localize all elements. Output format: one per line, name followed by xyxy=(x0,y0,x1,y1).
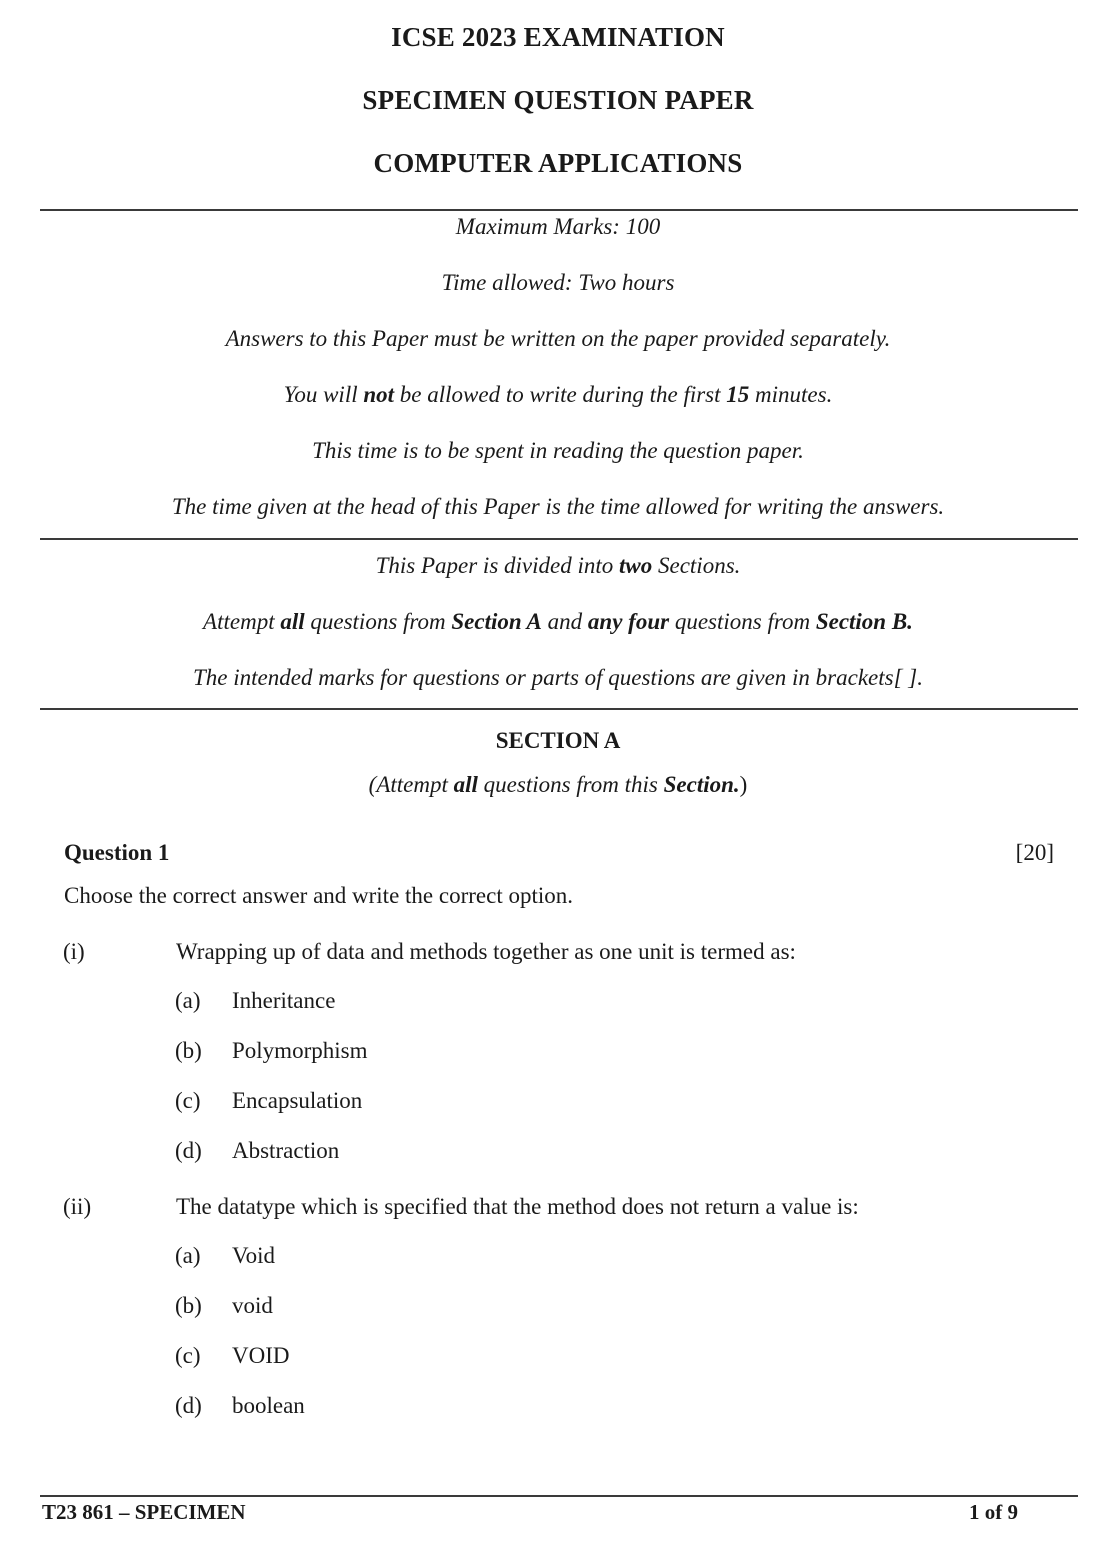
page-number: 1 of 9 xyxy=(969,1500,1018,1524)
option-label: (d) xyxy=(175,1393,202,1418)
part-question-text: Wrapping up of data and methods together as one unit is termed as: xyxy=(176,939,796,964)
option-label: (c) xyxy=(175,1343,201,1368)
no-write-note: You will not be allowed to write during the first 15 minutes. xyxy=(283,382,833,407)
time-note: The time given at the head of this Paper is the time allowed for writing the answers. xyxy=(171,494,945,519)
option-text: boolean xyxy=(232,1393,305,1418)
option-label: (c) xyxy=(175,1088,201,1113)
divided-note: This Paper is divided into two Sections. xyxy=(375,553,741,578)
option-text: Abstraction xyxy=(232,1138,340,1163)
option-text: Polymorphism xyxy=(232,1038,368,1063)
option-label: (a) xyxy=(175,1243,201,1268)
marks-note: The intended marks for questions or parts of questions are given in brackets[ ]. xyxy=(193,665,923,690)
divider-top xyxy=(40,209,1078,211)
question-1-title: Question 1 xyxy=(64,840,170,865)
attempt-note: Attempt all questions from Section A and any four questions from Section B. xyxy=(203,609,913,634)
part-number: (ii) xyxy=(63,1194,92,1219)
divider-middle xyxy=(40,538,1078,540)
part-number: (i) xyxy=(63,939,85,964)
question-1-instruction: Choose the correct answer and write the correct option. xyxy=(64,883,573,908)
paper-code: T23 861 – SPECIMEN xyxy=(42,1500,246,1524)
option-text: Inheritance xyxy=(232,988,336,1013)
option-label: (b) xyxy=(175,1038,202,1063)
footer-divider xyxy=(40,1495,1078,1497)
option-text: void xyxy=(232,1293,273,1318)
question-1-marks: [20] xyxy=(1015,840,1054,865)
paper-type-title: SPECIMEN QUESTION PAPER xyxy=(362,85,754,115)
option-text: Encapsulation xyxy=(232,1088,363,1113)
answers-note: Answers to this Paper must be written on the paper provided separately. xyxy=(225,326,891,351)
option-text: VOID xyxy=(232,1343,290,1368)
reading-note: This time is to be spent in reading the question paper. xyxy=(312,438,804,463)
option-text: Void xyxy=(232,1243,276,1268)
option-label: (a) xyxy=(175,988,201,1013)
divider-bottom xyxy=(40,708,1078,710)
part-question-text: The datatype which is specified that the method does not return a value is: xyxy=(176,1194,859,1219)
max-marks: Maximum Marks: 100 xyxy=(455,214,661,239)
subject-title: COMPUTER APPLICATIONS xyxy=(373,148,743,178)
time-allowed: Time allowed: Two hours xyxy=(441,270,675,295)
option-label: (b) xyxy=(175,1293,202,1318)
section-a-subtitle: (Attempt all questions from this Section.) xyxy=(368,772,748,797)
exam-title: ICSE 2023 EXAMINATION xyxy=(391,22,725,52)
section-a-title: SECTION A xyxy=(495,728,621,753)
option-label: (d) xyxy=(175,1138,202,1163)
